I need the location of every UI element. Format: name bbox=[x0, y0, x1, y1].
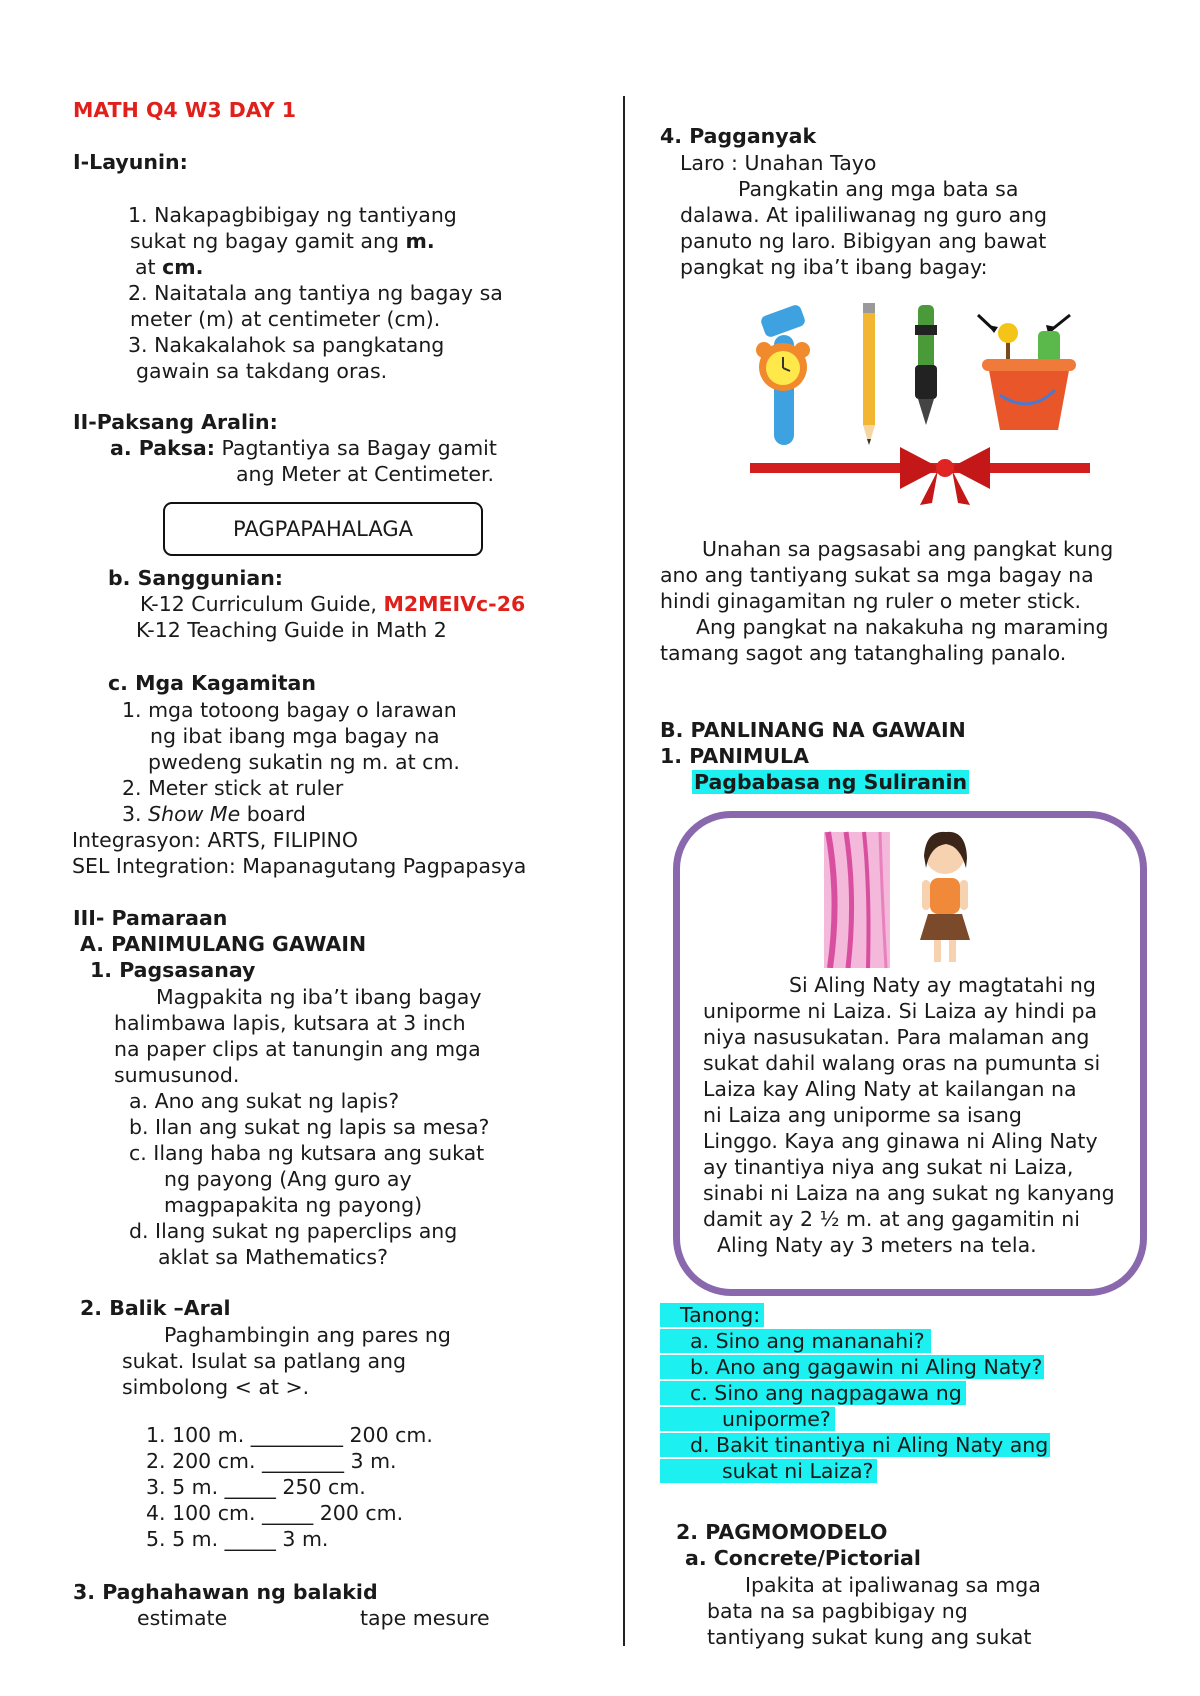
story-s11: Aling Naty ay 3 meters na tela. bbox=[717, 1233, 1037, 1257]
pagsasanay-heading: 1. Pagsasanay bbox=[90, 958, 256, 982]
pagsasanay-p4: sumusunod. bbox=[114, 1063, 240, 1087]
story-s9: sinabi ni Laiza na ang sukat ng kanyang bbox=[703, 1181, 1115, 1205]
pagganyak-l5: pangkat ng iba’t ibang bagay: bbox=[680, 255, 988, 279]
question-d: d. Ilang sukat ng paperclips ang bbox=[129, 1219, 458, 1243]
balakid-heading: 3. Paghahawan ng balakid bbox=[73, 1580, 378, 1604]
pagganyak-text bbox=[680, 150, 1047, 280]
pagganyak-l4: panuto ng laro. Bibigyan ang bawat bbox=[680, 229, 1047, 253]
panimulang-gawain-heading: A. PANIMULANG GAWAIN bbox=[80, 932, 367, 956]
unahan-u4: Ang pangkat na nakakuha ng maraming bbox=[696, 615, 1109, 639]
pagganyak-l1: Laro : Unahan Tayo bbox=[680, 151, 877, 175]
pen-icon bbox=[915, 305, 937, 425]
pagganyak-l2: Pangkatin ang mga bata sa bbox=[738, 177, 1019, 201]
objective-3-line2: gawain sa takdang oras. bbox=[136, 359, 388, 383]
question-b: b. Ilan ang sukat ng lapis sa mesa? bbox=[129, 1115, 490, 1139]
tanong-c-line2: uniporme? bbox=[660, 1407, 835, 1431]
question-c: c. Ilang haba ng kutsara ang sukat bbox=[129, 1141, 485, 1165]
curtain-icon bbox=[824, 832, 890, 968]
bucket-toy-icon bbox=[978, 315, 1076, 430]
objective-1-line2: sukat ng bagay gamit ang m. bbox=[130, 229, 435, 253]
material-1-line3: pwedeng sukatin ng m. at cm. bbox=[148, 750, 460, 774]
pencil-icon bbox=[863, 303, 875, 445]
concrete-text bbox=[707, 1572, 1041, 1650]
exercise-3: 3. 5 m. _____ 250 cm. bbox=[146, 1475, 366, 1499]
story-s5: Laiza kay Aling Naty at kailangan na bbox=[703, 1077, 1077, 1101]
panimula-heading: 1. PANIMULA bbox=[660, 744, 809, 768]
column-divider bbox=[623, 96, 625, 1646]
question-c-line2: ng payong (Ang guro ay bbox=[164, 1167, 412, 1191]
balik-t2: sukat. Isulat sa patlang ang bbox=[122, 1349, 407, 1373]
material-2: 2. Meter stick at ruler bbox=[122, 776, 344, 800]
tanong-b: b. Ano ang gagawin ni Aling Naty? bbox=[660, 1355, 1044, 1379]
unahan-u5: tamang sagot ang tatanghaling panalo. bbox=[660, 641, 1067, 665]
objective-1-line3: at cm. bbox=[135, 255, 204, 279]
exercise-5: 5. 5 m. _____ 3 m. bbox=[146, 1527, 329, 1551]
unahan-u2: ano ang tantiyang sukat sa mga bagay na bbox=[660, 563, 1094, 587]
story-s3: niya nasusukatan. Para malaman ang bbox=[703, 1025, 1090, 1049]
balakid-word-tape: tape mesure bbox=[360, 1606, 490, 1630]
unahan-u3: hindi ginagamitan ng ruler o meter stick. bbox=[660, 589, 1082, 613]
sanggunian-2: K-12 Teaching Guide in Math 2 bbox=[136, 618, 447, 642]
question-a: a. Ano ang sukat ng lapis? bbox=[129, 1089, 400, 1113]
exercise-1: 1. 100 m. _________ 200 cm. bbox=[146, 1423, 433, 1447]
exercise-2: 2. 200 cm. ________ 3 m. bbox=[146, 1449, 397, 1473]
kagamitan-heading: c. Mga Kagamitan bbox=[108, 671, 316, 695]
story-s4: sukat dahil walang oras na pumunta si bbox=[703, 1051, 1101, 1075]
layunin-heading: I-Layunin: bbox=[73, 150, 188, 174]
story-text bbox=[703, 972, 1115, 1258]
pagsasanay-p3: na paper clips at tanungin ang mga bbox=[114, 1037, 481, 1061]
competency-code: M2MEIVc-26 bbox=[383, 592, 526, 616]
balik-aral-heading: 2. Balik –Aral bbox=[80, 1296, 231, 1320]
material-1: 1. mga totoong bagay o larawan bbox=[122, 698, 457, 722]
tanong-d-line2: sukat ni Laiza? bbox=[660, 1459, 877, 1483]
objects-illustration bbox=[750, 295, 1090, 515]
objective-2-line2: meter (m) at centimeter (cm). bbox=[130, 307, 441, 331]
panlinang-heading: B. PANLINANG NA GAWAIN bbox=[660, 718, 966, 742]
story-s10: damit ay 2 ½ m. at ang gagamitin ni bbox=[703, 1207, 1080, 1231]
pagsasanay-text bbox=[114, 984, 489, 1270]
concrete-c2: bata na sa pagbibigay ng bbox=[707, 1599, 968, 1623]
pagganyak-l3: dalawa. At ipaliliwanag ng guro ang bbox=[680, 203, 1048, 227]
ribbon-icon bbox=[750, 447, 1090, 505]
paksa-line2: ang Meter at Centimeter. bbox=[236, 462, 495, 486]
balakid-word-estimate: estimate bbox=[137, 1606, 228, 1630]
tanong-a: a. Sino ang mananahi? bbox=[660, 1329, 931, 1353]
sel-integration-line: SEL Integration: Mapanagutang Pagpapasya bbox=[72, 854, 527, 878]
girl-icon bbox=[920, 832, 970, 962]
question-d-line2: aklat sa Mathematics? bbox=[158, 1245, 388, 1269]
question-c-line3: magpapakita ng payong) bbox=[164, 1193, 423, 1217]
pagmomodelo-heading: 2. PAGMOMODELO bbox=[676, 1520, 888, 1544]
story-illustration bbox=[820, 828, 1020, 968]
material-3: 3. Show Me board bbox=[122, 802, 306, 826]
tanong-label: Tanong: bbox=[660, 1303, 764, 1327]
concrete-heading: a. Concrete/Pictorial bbox=[685, 1546, 921, 1570]
unahan-text bbox=[660, 536, 1113, 666]
balik-t3: simbolong < at >. bbox=[122, 1375, 310, 1399]
story-s1: Si Aling Naty ay magtatahi ng bbox=[789, 973, 1096, 997]
concrete-c1: Ipakita at ipaliwanag sa mga bbox=[745, 1573, 1041, 1597]
paksang-aralin-heading: II-Paksang Aralin: bbox=[73, 410, 278, 434]
sanggunian-1: K-12 Curriculum Guide, M2MEIVc-26 bbox=[140, 592, 526, 616]
material-1-line2: ng ibat ibang mga bagay na bbox=[150, 724, 440, 748]
objective-1: 1. Nakapagbibigay ng tantiyang bbox=[128, 203, 457, 227]
balik-t1: Paghambingin ang pares ng bbox=[164, 1323, 451, 1347]
story-s8: ay tinantiya niya ang sukat ni Laiza, bbox=[703, 1155, 1074, 1179]
suliranin-label: Pagbabasa ng Suliranin bbox=[694, 770, 968, 794]
pagsasanay-p2: halimbawa lapis, kutsara at 3 inch bbox=[114, 1011, 466, 1035]
story-s6: ni Laiza ang uniporme sa isang bbox=[703, 1103, 1022, 1127]
pamaraan-heading: III- Pamaraan bbox=[73, 906, 228, 930]
integrasyon-line: Integrasyon: ARTS, FILIPINO bbox=[72, 828, 358, 852]
watch-icon bbox=[756, 303, 810, 445]
story-s7: Linggo. Kaya ang ginawa ni Aling Naty bbox=[703, 1129, 1098, 1153]
objective-3: 3. Nakakalahok sa pangkatang bbox=[128, 333, 445, 357]
tanong-c: c. Sino ang nagpagawa ng bbox=[660, 1381, 966, 1405]
objectives-list bbox=[128, 202, 503, 384]
concrete-c3: tantiyang sukat kung ang sukat bbox=[707, 1625, 1032, 1649]
tanong-d: d. Bakit tinantiya ni Aling Naty ang bbox=[660, 1433, 1050, 1457]
pagganyak-heading: 4. Pagganyak bbox=[660, 124, 817, 148]
story-s2: uniporme ni Laiza. Si Laiza ay hindi pa bbox=[703, 999, 1098, 1023]
balik-aral-text bbox=[122, 1322, 451, 1552]
tanong-block bbox=[660, 1302, 1080, 1484]
paksa-line: a. Paksa: Pagtantiya sa Bagay gamit bbox=[110, 436, 497, 460]
exercise-4: 4. 100 cm. _____ 200 cm. bbox=[146, 1501, 404, 1525]
unahan-u1: Unahan sa pagsasabi ang pangkat kung bbox=[702, 537, 1114, 561]
pagpapahalaga-box: PAGPAPAHALAGA bbox=[163, 502, 483, 556]
pagsasanay-p1: Magpakita ng iba’t ibang bagay bbox=[156, 985, 482, 1009]
lesson-title: MATH Q4 W3 DAY 1 bbox=[73, 98, 296, 122]
sanggunian-heading: b. Sanggunian: bbox=[108, 566, 283, 590]
materials-list bbox=[122, 697, 460, 827]
objective-2: 2. Naitatala ang tantiya ng bagay sa bbox=[128, 281, 503, 305]
